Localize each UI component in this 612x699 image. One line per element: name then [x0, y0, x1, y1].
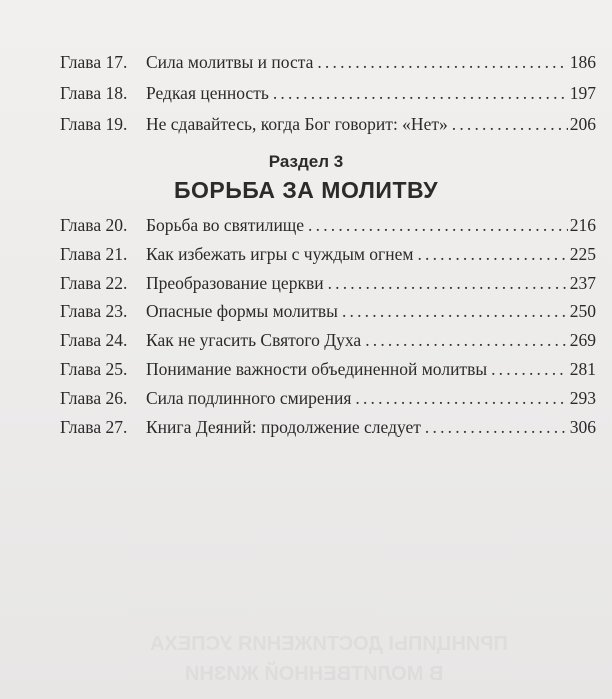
chapter-title: Понимание важности объединенной молитвы: [146, 359, 488, 379]
dot-leader: [355, 385, 567, 411]
page-number: 225: [569, 244, 596, 264]
toc-entry-21[interactable]: [60, 241, 596, 267]
dot-leader: [342, 298, 568, 324]
chapter-number: Глава 23.: [60, 301, 128, 321]
page-number: 250: [569, 301, 596, 321]
chapter-title: Сила подлинного смирения: [146, 388, 352, 408]
page-number: 237: [569, 273, 596, 293]
dot-leader: [365, 327, 568, 353]
chapter-number: Глава 21.: [60, 244, 128, 264]
chapter-title: Не сдавайтесь, когда Бог говорит: «Нет»: [146, 114, 448, 134]
dot-leader: [417, 241, 567, 267]
dot-leader: [308, 212, 568, 238]
toc-entry-23[interactable]: [60, 298, 596, 324]
chapter-number: Глава 18.: [60, 83, 128, 103]
chapter-title: Преобразование церкви: [146, 273, 324, 293]
toc-entry-25[interactable]: [60, 356, 596, 382]
toc-entry-17[interactable]: [60, 49, 596, 75]
page-number: 281: [569, 359, 596, 379]
chapter-number: Глава 20.: [60, 215, 128, 235]
toc-entry-22[interactable]: [60, 270, 596, 296]
chapter-title: Как избежать игры с чуждым огнем: [146, 244, 414, 264]
chapter-title: Редкая ценность: [146, 83, 269, 103]
chapter-number: Глава 22.: [60, 273, 128, 293]
dot-leader: [491, 356, 568, 382]
dot-leader: [425, 414, 568, 440]
show-through-text: В МОЛИТВЕННОЙ ЖИЗНИ: [185, 663, 444, 685]
page-number: 186: [569, 52, 596, 72]
dot-leader: [452, 111, 568, 137]
page-number: 293: [569, 388, 596, 408]
toc-entry-19[interactable]: [60, 111, 596, 137]
section-label: Раздел 3: [268, 152, 344, 171]
dot-leader: [328, 270, 568, 296]
page-number: 306: [569, 417, 596, 437]
toc-entry-18[interactable]: [60, 80, 596, 106]
chapter-title: Книга Деяний: продолжение следует: [146, 417, 421, 437]
toc-entry-26[interactable]: [60, 385, 596, 411]
dot-leader: [317, 49, 567, 75]
section-title: БОРЬБА ЗА МОЛИТВУ: [173, 177, 439, 203]
page-number: 269: [569, 330, 596, 350]
chapter-title: Как не угасить Святого Духа: [146, 330, 362, 350]
chapter-number: Глава 27.: [60, 417, 128, 437]
page-number: 197: [569, 83, 596, 103]
chapter-title: Опасные формы молитвы: [146, 301, 338, 321]
chapter-number: Глава 17.: [60, 52, 128, 72]
dot-leader: [273, 80, 568, 106]
chapter-title: Сила молитвы и поста: [146, 52, 314, 72]
chapter-number: Глава 19.: [60, 114, 128, 134]
show-through-text: ПРИНЦИПЫ ДОСТИЖЕНИЯ УСПЕХА: [150, 633, 508, 655]
toc-entry-20[interactable]: [60, 212, 596, 238]
toc-entry-27[interactable]: [60, 414, 596, 440]
page-number: 216: [569, 215, 596, 235]
toc-entry-24[interactable]: [60, 327, 596, 353]
chapter-number: Глава 26.: [60, 388, 128, 408]
chapter-number: Глава 25.: [60, 359, 128, 379]
page-number: 206: [569, 114, 596, 134]
chapter-title: Борьба во святилище: [146, 215, 305, 235]
chapter-number: Глава 24.: [60, 330, 128, 350]
